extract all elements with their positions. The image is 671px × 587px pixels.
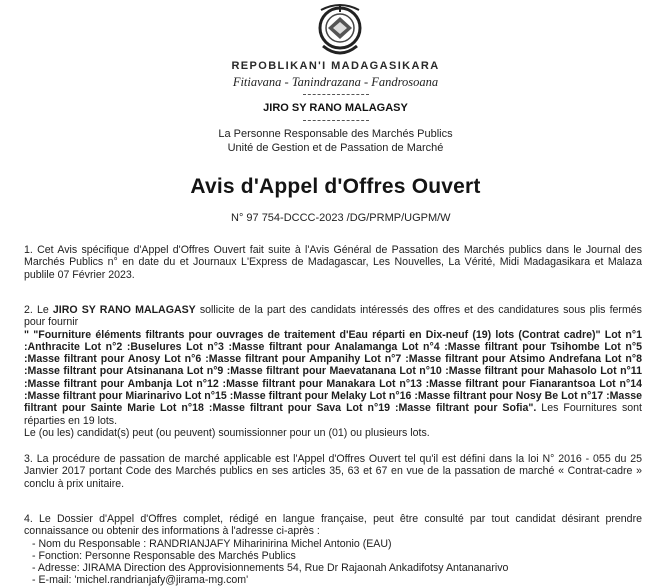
paragraph-1: 1. Cet Avis spécifique d'Appel d'Offres Ouvert fait suite à l'Avis Général de Passation des Marchés publics dans le Journal des Marchés Publics n° en date du et Journaux L'Express de Madagascar, Les Nouvelles, La Vérité, Midi Madagasikara et Malaza publile 07 Février 2023. (24, 244, 642, 281)
paragraph-2-prefix: 2. Le (24, 304, 53, 316)
divider (303, 94, 369, 95)
divider (303, 120, 369, 121)
republic-heading: REPOBLIKAN'I MADAGASIKARA (231, 60, 440, 72)
paragraph-2 (24, 304, 642, 439)
paragraph-4-intro: 4. Le Dossier d'Appel d'Offres complet, rédigé en langue française, peut être consulté par tout candidat désirant prendre connaissance ou obtenir des informations à l'adresse ci-après : (24, 513, 642, 538)
contact-address: - Adresse: JIRAMA Direction des Approvisionnements 54, Rue Dr Rajaonah Ankadifotsy Antananarivo (32, 562, 509, 575)
page-title: Avis d'Appel d'Offres Ouvert (190, 175, 481, 198)
paragraph-2-note: Le (ou les) candidat(s) peut (ou peuvent) soumissionner pour un (01) ou plusieurs lots. (24, 426, 430, 439)
contact-name: - Nom du Responsable : RANDRIANJAFY Miharinirina Michel Antonio (EAU) (32, 537, 392, 550)
paragraph-2-tail: Les Fournitures sont réparties en 19 lots. (24, 402, 642, 427)
responsible-authority: La Personne Responsable des Marchés Publics (218, 128, 453, 140)
contact-email: - E-mail: 'michel.randrianjafy@jirama-mg.com' (32, 574, 249, 587)
paragraph-2-intro: sollicite de la part des candidats intéressés des offres et des candidatures sous plis fermés pour fournir (24, 304, 642, 329)
organization-name: JIRO SY RANO MALAGASY (263, 102, 408, 114)
lots-list: " "Fourniture éléments filtrants pour ouvrages de traitement d'Eau réparti en Dix-neuf (19) lots (Contrat cadre)" Lot n°1 :Anthracite Lot n°2 :Buselures Lot n°3 :Masse filtrant pour Analamanga Lot n°4 :Masse filtrant pour Tsihombe Lot n°5 :Masse filtrant pour Anosy Lot n°6 :Masse filtrant pour Ampanihy Lot n°7 :Masse filtrant pour Atsimo Andrefana Lot n°8 :Masse filtrant pour Atsinanana Lot n°9 :Masse filtrant pour Maevatanana Lot n°10 :Masse filtrant pour Mahasolo Lot n°11 :Masse filtrant pour Ambanja Lot n°12 :Masse filtrant pour Manakara Lot n°13 :Masse filtrant pour Fianarantsoa Lot n°14 :Masse filtrant pour Miarinarivo Lot n°15 :Masse filtrant pour Melaky Lot n°16 :Masse filtrant pour Nosy Be Lot n°17 :Masse filtrant pour Sainte Marie Lot n°18 :Masse filtrant pour Sava Lot n°19 :Masse filtrant pour Sofia". (24, 328, 642, 415)
paragraph-3: 3. La procédure de passation de marché applicable est l'Appel d'Offres Ouvert tel qu'il est défini dans la loi N° 2016 - 055 du 25 Janvier 2017 portant Code des Marchés publics en ses articles 35, 63 et 67 en vue de la passation de marché « Contrat-cadre » conclu à prix unitaire. (24, 453, 642, 490)
madagascar-emblem-icon (315, 2, 365, 60)
reference-number: N° 97 754-DCCC-2023 /DG/PRMP/UGPM/W (231, 212, 451, 224)
paragraph-2-organization: JIRO SY RANO MALAGASY (52, 304, 196, 316)
contact-function: - Fonction: Personne Responsable des Marchés Publics (32, 549, 296, 562)
procurement-unit: Unité de Gestion et de Passation de Marché (227, 142, 444, 154)
paragraph-4 (24, 513, 642, 587)
national-motto: Fitiavana - Tanindrazana - Fandrosoana (232, 75, 439, 89)
